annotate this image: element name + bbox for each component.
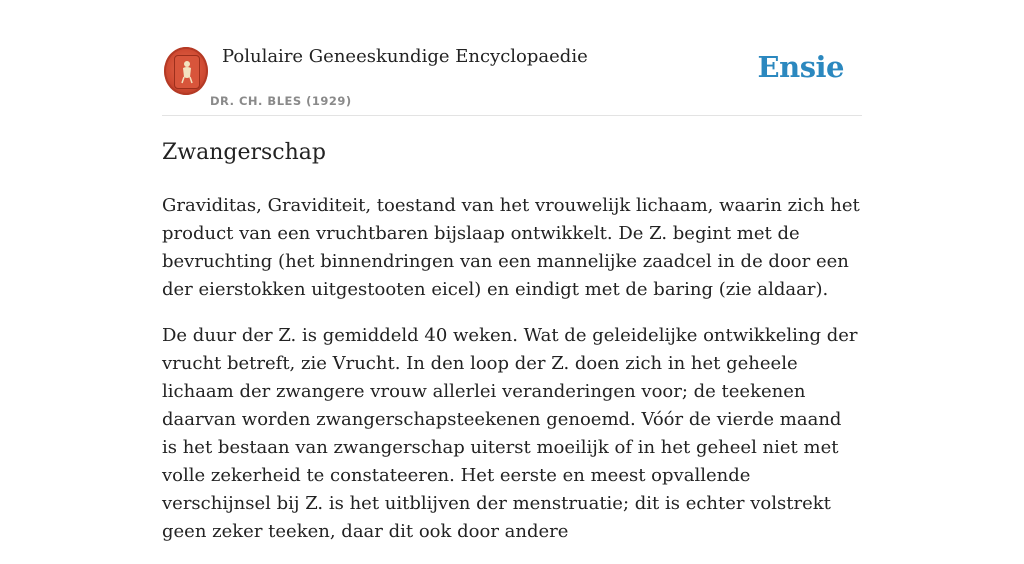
seal-emblem — [174, 55, 200, 89]
book-header — [162, 44, 862, 116]
figure-icon — [178, 59, 196, 85]
entry-content — [162, 192, 862, 564]
entry-paragraph: De duur der Z. is gemiddeld 40 weken. Wat de geleidelijke ontwikkeling der vrucht betreft, zie Vrucht. In den loop der Z. doen zich in het geheele lichaam der zwangere vrouw allerlei veranderingen voor; de teekenen daarvan worden zwangerschapsteekenen genoemd. Vóór de vierde maand is het bestaan van zwangerschap uiterst moeilijk of in het geheel niet met volle zekerheid te constateeren. Het eerste en meest opvallende verschijnsel bij Z. is het uitblijven der menstruatie; dit is echter volstrekt geen zeker teeken, daar dit ook door andere — [162, 325, 858, 542]
book-author: DR. CH. BLES (1929) — [210, 94, 352, 108]
page — [162, 0, 862, 542]
ensie-logo-link[interactable]: Ensie — [757, 50, 844, 84]
entry-paragraph: Graviditas, Graviditeit, toestand van het vrouwelijk lichaam, waarin zich het product van een vruchtbaren bijslaap ontwikkelt. De Z. begint met de bevruchting (het binnendringen van een mannelijke zaadcel in de door een der eierstokken uitgestooten eicel) en eindigt met de baring (zie aldaar). — [162, 195, 860, 300]
book-title[interactable]: Polulaire Geneeskundige Encyclopaedie — [222, 46, 588, 67]
entry-title: Zwangerschap — [162, 140, 327, 165]
encyclopedia-seal-icon[interactable] — [164, 47, 208, 95]
